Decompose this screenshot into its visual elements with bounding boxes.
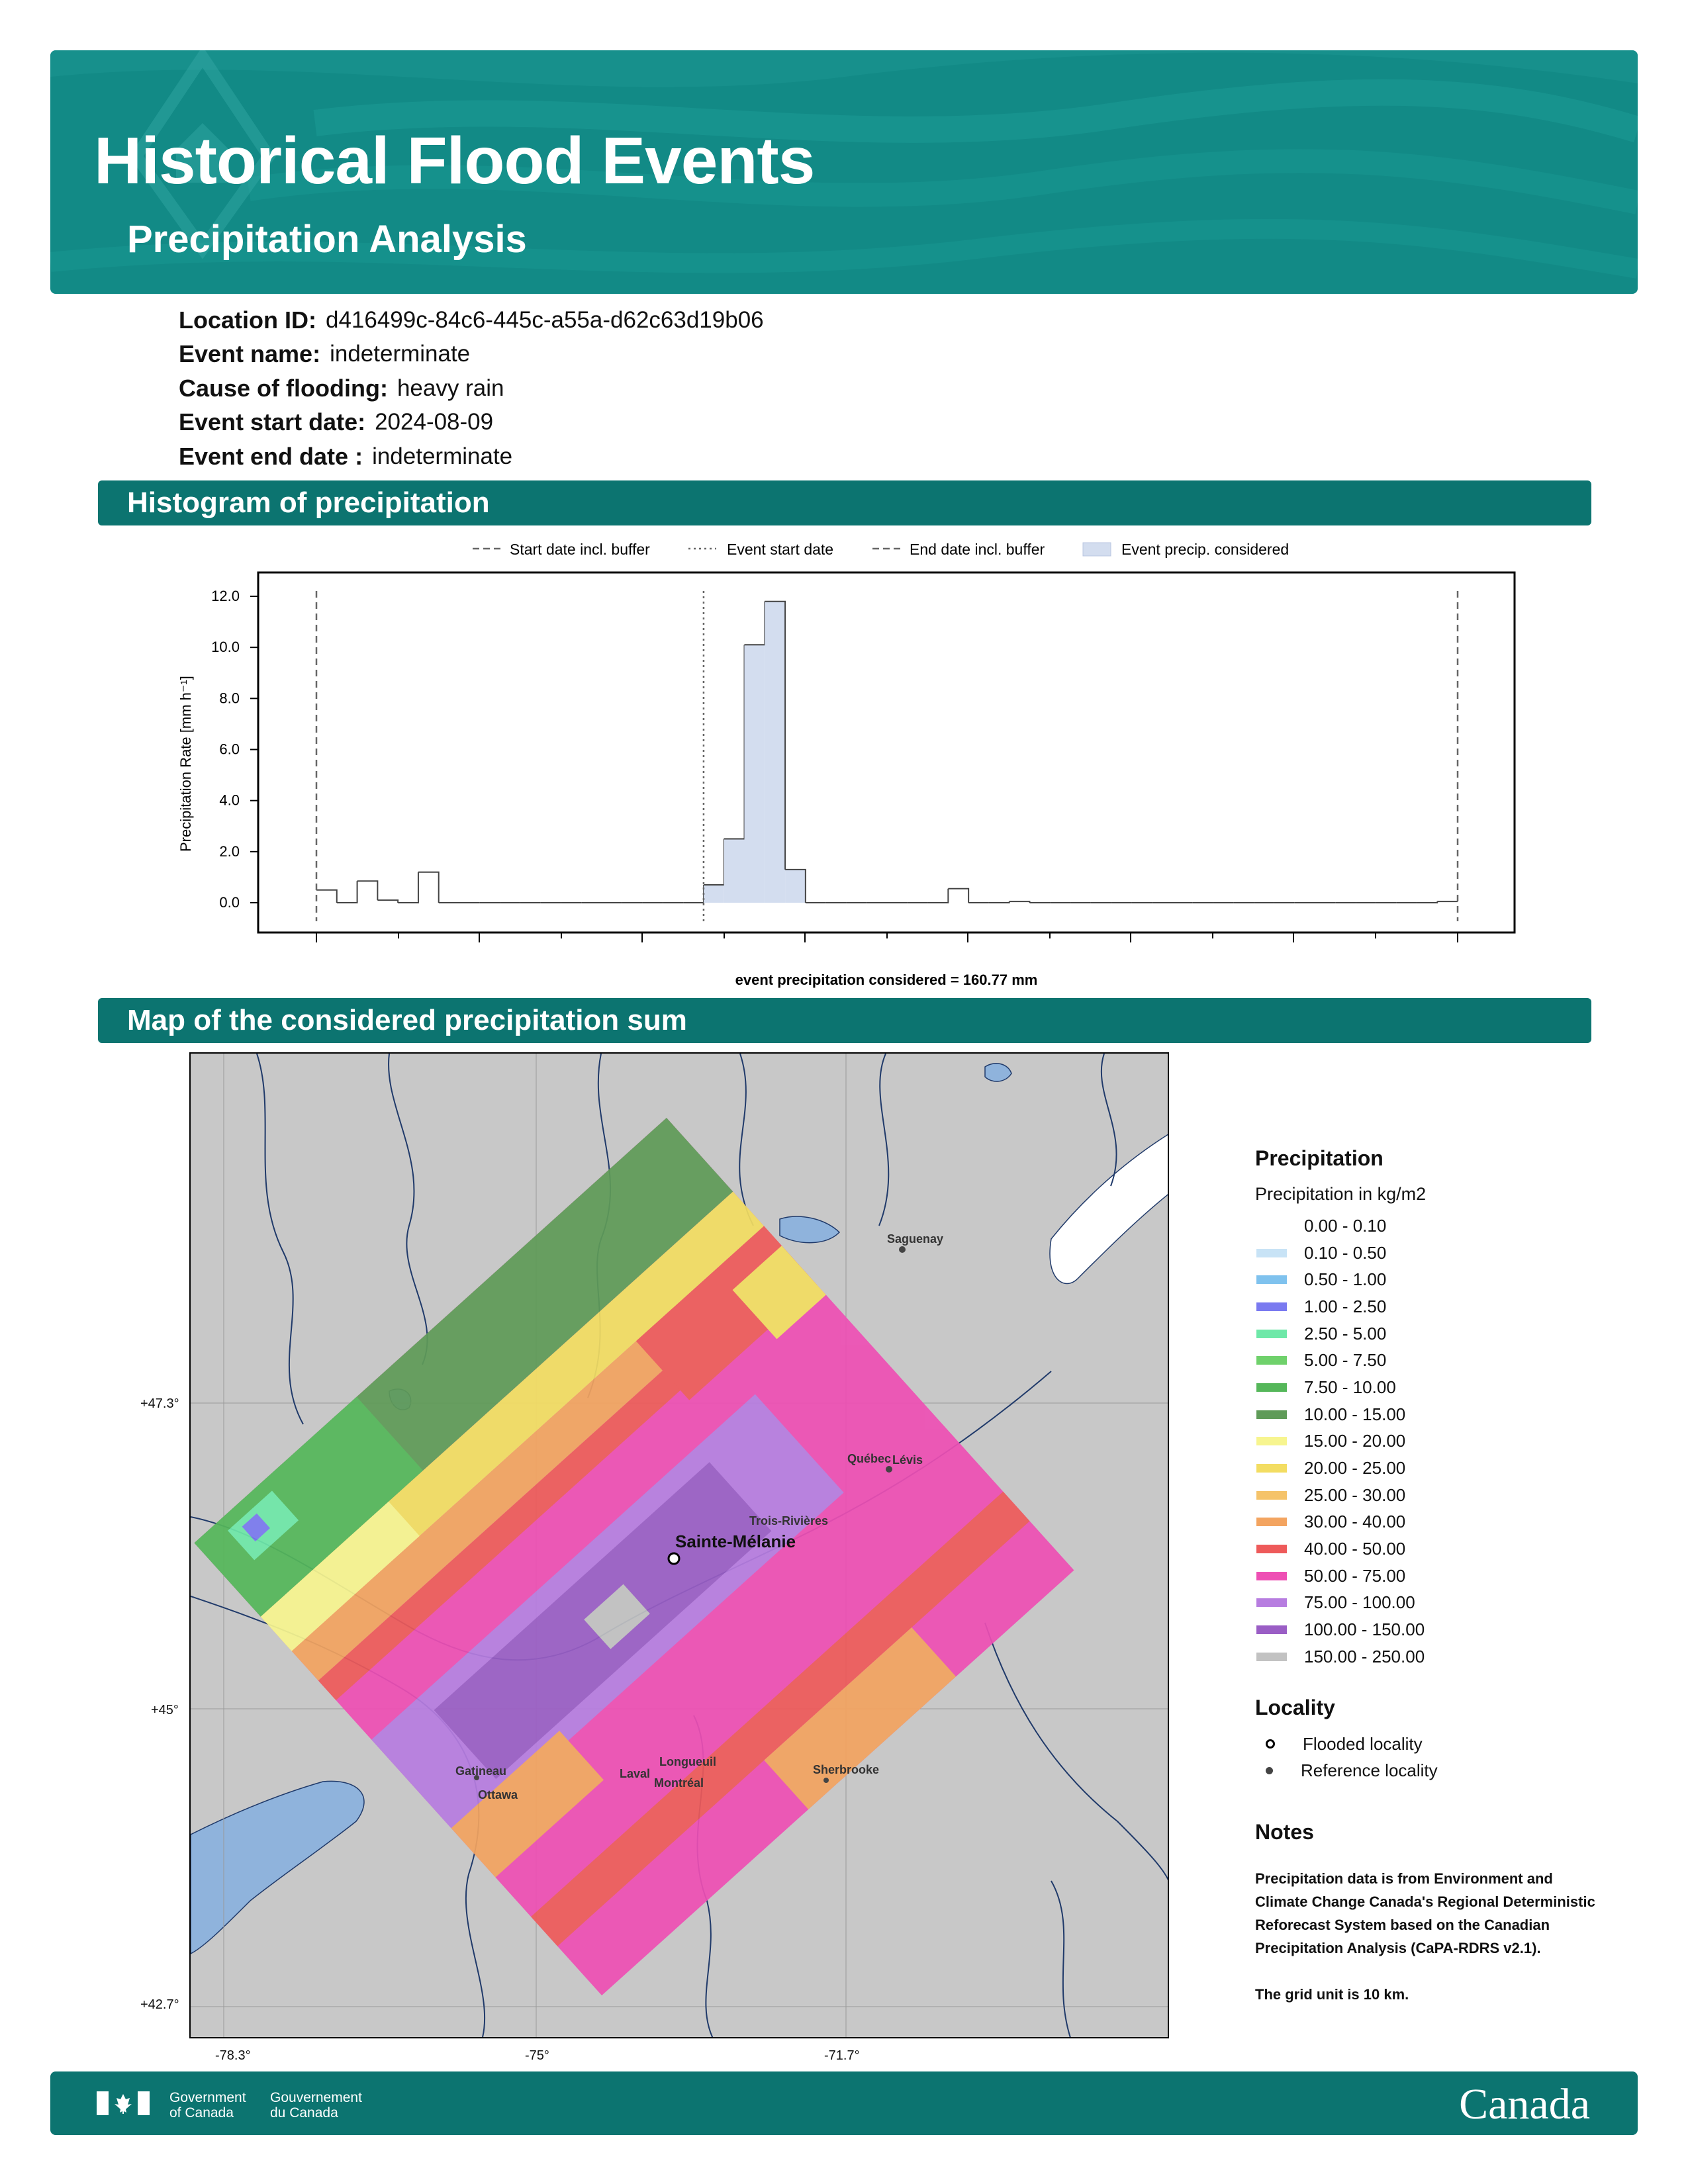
legend-swatch [1256, 1598, 1287, 1607]
legend-class-label: 5.00 - 7.50 [1304, 1350, 1387, 1371]
legend-end-buffer: End date incl. buffer [910, 541, 1045, 558]
legend-swatch [1256, 1222, 1287, 1230]
legend-class-item [1255, 1347, 1626, 1374]
legend-class-item [1255, 1266, 1626, 1293]
lat-label-3: +42.7° [140, 1997, 179, 2012]
legend-swatch [1256, 1330, 1287, 1338]
legend-class-label: 0.00 - 0.10 [1304, 1215, 1387, 1236]
legend-class-label: 75.00 - 100.00 [1304, 1592, 1415, 1613]
legend-class-item [1255, 1563, 1626, 1590]
lat-label-2: +45° [151, 1703, 179, 1717]
legend-swatch [1256, 1491, 1287, 1500]
gov-en-line1: Government [169, 2090, 246, 2105]
locality-levis: Lévis [892, 1453, 923, 1467]
legend-item-flooded [1255, 1731, 1626, 1758]
legend-swatch [1256, 1625, 1287, 1634]
legend-swatch [1256, 1545, 1287, 1553]
canada-flag-icon [97, 2091, 150, 2115]
y-tick-label: 12.0 [211, 588, 240, 604]
notes-title: Notes [1255, 1820, 1314, 1844]
notes [1255, 1820, 1599, 2006]
y-tick-label: 8.0 [219, 690, 240, 707]
histogram-bar-fill [765, 602, 785, 903]
legend-class-item [1255, 1590, 1626, 1617]
legend-swatch [1256, 1249, 1287, 1257]
y-axis [211, 588, 258, 911]
y-axis-label: Precipitation Rate [mm h⁻¹] [177, 676, 194, 852]
info-value: 2024-08-09 [375, 409, 494, 435]
y-tick-label: 6.0 [219, 741, 240, 758]
locality-trois-rivieres: Trois-Rivières [749, 1514, 829, 1527]
legend-title: Precipitation [1255, 1146, 1383, 1170]
legend-class-label: 1.00 - 2.50 [1304, 1296, 1387, 1316]
reference-marker-icon [1266, 1767, 1273, 1774]
legend-class-item [1255, 1401, 1626, 1428]
locality-saguenay: Saguenay [887, 1232, 944, 1246]
locality-ottawa: Ottawa [478, 1788, 518, 1801]
locality-montreal: Montréal [654, 1776, 704, 1790]
legend-swatch [1256, 1383, 1287, 1392]
legend-class-item [1255, 1293, 1626, 1320]
legend-swatch [1256, 1410, 1287, 1419]
flooded-marker-icon [1266, 1739, 1275, 1749]
lat-label-1: +47.3° [140, 1396, 179, 1411]
page-title: Historical Flood Events [94, 124, 815, 198]
legend-class-item [1255, 1482, 1626, 1509]
legend-class-label: 50.00 - 75.00 [1304, 1565, 1406, 1586]
info-label: Cause of flooding: [179, 374, 388, 402]
legend-item-reference [1255, 1757, 1626, 1784]
section-histogram: Histogram of precipitation [98, 480, 1591, 525]
legend-class-label: 40.00 - 50.00 [1304, 1539, 1406, 1559]
histogram-bar-fill [704, 885, 724, 903]
legend-class-item [1255, 1428, 1626, 1455]
info-label: Location ID: [179, 306, 316, 334]
canada-wordmark: Canada [1459, 2080, 1590, 2128]
locality-sherbrooke: Sherbrooke [813, 1763, 880, 1776]
histogram-bar-fill [745, 645, 765, 903]
lon-label-2: -75° [525, 2048, 549, 2063]
y-tick-label: 10.0 [211, 639, 240, 656]
y-tick-label: 4.0 [219, 792, 240, 809]
legend-class-label: 10.00 - 15.00 [1304, 1404, 1406, 1424]
legend-event-start: Event start date [727, 541, 834, 558]
legend-class-item [1255, 1616, 1626, 1643]
legend-swatch [1256, 1356, 1287, 1365]
info-label: Event start date: [179, 408, 366, 436]
locality-laval: Laval [620, 1767, 651, 1780]
legend-class-label: 15.00 - 20.00 [1304, 1431, 1406, 1451]
locality-quebec: Québec [847, 1452, 892, 1465]
section-map: Map of the considered precipitation sum [98, 998, 1591, 1043]
lon-label-3: -71.7° [824, 2048, 860, 2063]
legend-class-item [1255, 1509, 1626, 1536]
legend-class-label: 0.50 - 1.00 [1304, 1269, 1387, 1290]
histogram-chart [0, 0, 1688, 993]
legend-class-label: 2.50 - 5.00 [1304, 1323, 1387, 1343]
legend-swatch [1256, 1572, 1287, 1580]
locality-gatineau: Gatineau [455, 1764, 507, 1778]
legend-swatch [1256, 1437, 1287, 1445]
footer [50, 2071, 1638, 2135]
histogram-bar-fill [724, 839, 745, 903]
info-value: indeterminate [372, 443, 513, 469]
gov-en [169, 2090, 246, 2120]
legend-class-item [1255, 1535, 1626, 1563]
legend-class-item [1255, 1320, 1626, 1347]
legend-swatch [1256, 1653, 1287, 1661]
precip-grid [194, 1118, 1074, 1995]
legend-class-label: 7.50 - 10.00 [1304, 1377, 1396, 1397]
map-legend [1255, 1146, 1626, 1784]
precipitation-map [189, 1052, 1169, 2038]
legend-class-label: 30.00 - 40.00 [1304, 1512, 1406, 1532]
legend-class-label: 0.10 - 0.50 [1304, 1242, 1387, 1263]
legend-swatch [1256, 1302, 1287, 1311]
legend-class-label: 150.00 - 250.00 [1304, 1646, 1425, 1666]
info-value: indeterminate [330, 341, 471, 367]
legend-label: Flooded locality [1303, 1733, 1423, 1754]
y-tick-label: 2.0 [219, 842, 240, 860]
x-axis [316, 933, 1458, 942]
legend-swatch [1256, 1275, 1287, 1284]
notes-text: Precipitation data is from Environment and Climate Change Canada's Regional Deterministic Reforecast System based on the Canadian Precipitation Analysis (CaPA-RDRS v2.1). [1255, 1870, 1595, 1956]
lon-label-1: -78.3° [215, 2048, 251, 2063]
notes-grid: The grid unit is 10 km. [1255, 1986, 1409, 2003]
locality-legend [1255, 1696, 1626, 1784]
legend-subtitle: Precipitation in kg/m2 [1255, 1184, 1427, 1204]
locality-flooded: Sainte-Mélanie [675, 1531, 796, 1551]
plot-frame [258, 572, 1515, 933]
legend-class-label: 20.00 - 25.00 [1304, 1458, 1406, 1479]
info-value: d416499c-84c6-445c-a55a-d62c63d19b06 [325, 306, 764, 333]
gov-fr [270, 2090, 362, 2120]
legend-classes [1255, 1212, 1626, 1670]
page-subtitle: Precipitation Analysis [127, 218, 527, 261]
legend-label: Reference locality [1301, 1760, 1438, 1781]
legend-class-item [1255, 1240, 1626, 1267]
locality-longueuil: Longueuil [659, 1755, 716, 1768]
histogram-bar-fill [785, 870, 806, 903]
locality-title: Locality [1255, 1695, 1335, 1719]
info-value: heavy rain [397, 375, 504, 401]
gov-en-line2: of Canada [169, 2105, 234, 2120]
legend-swatch [1256, 1464, 1287, 1473]
info-label: Event end date : [179, 442, 363, 470]
legend-class-item [1255, 1212, 1626, 1240]
info-label: Event name: [179, 340, 321, 368]
gov-fr-line1: Gouvernement [270, 2090, 362, 2105]
legend-class-item [1255, 1643, 1626, 1670]
legend-considered: Event precip. considered [1121, 541, 1289, 558]
legend-start-buffer: Start date incl. buffer [510, 541, 650, 558]
y-tick-label: 0.0 [219, 894, 240, 911]
legend-class-item [1255, 1374, 1626, 1401]
legend-class-item [1255, 1455, 1626, 1482]
chart-legend [473, 541, 1289, 558]
chart-annotation: event precipitation considered = 160.77 mm [735, 972, 1038, 988]
legend-swatch [1256, 1518, 1287, 1526]
legend-class-label: 25.00 - 30.00 [1304, 1484, 1406, 1505]
gov-fr-line2: du Canada [270, 2105, 338, 2120]
legend-class-label: 100.00 - 150.00 [1304, 1619, 1425, 1640]
